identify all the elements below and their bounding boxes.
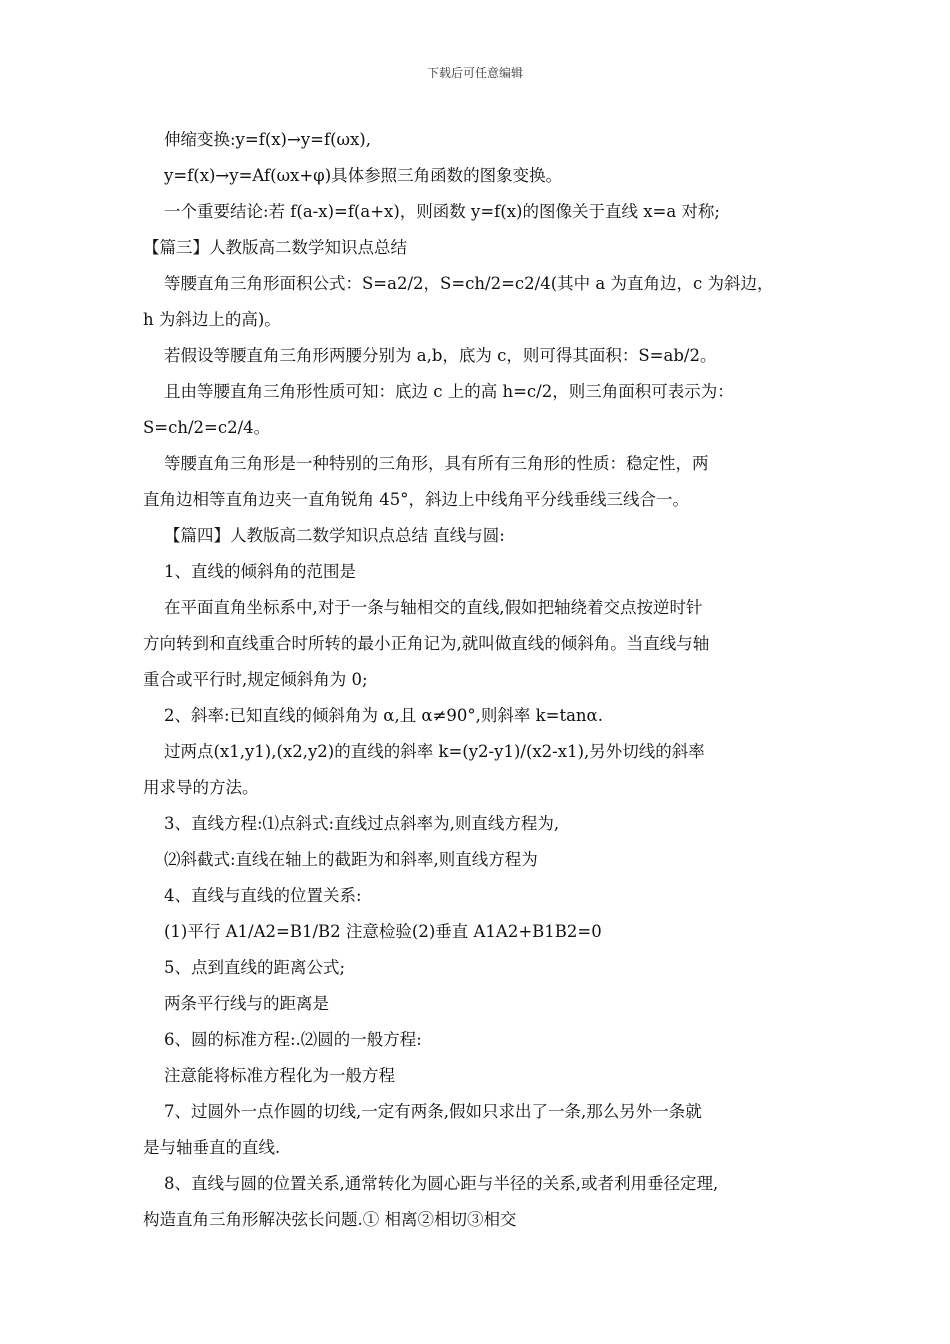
text-line: 【篇四】人教版高二数学知识点总结 直线与圆:	[164, 526, 505, 545]
text-line: 2、斜率:已知直线的倾斜角为 α,且 α≠90°,则斜率 k=tanα.	[164, 706, 603, 725]
text-line: 用求导的方法。	[143, 778, 259, 797]
text-line: h 为斜边上的高)。	[143, 310, 281, 329]
text-line: 等腰直角三角形是一种特别的三角形，具有所有三角形的性质：稳定性，两	[164, 454, 709, 473]
text-line: (1)平行 A1/A2=B1/B2 注意检验(2)垂直 A1A2+B1B2=0	[164, 922, 602, 941]
text-line: 注意能将标准方程化为一般方程	[164, 1066, 395, 1085]
text-line: 7、过圆外一点作圆的切线,一定有两条,假如只求出了一条,那么另外一条就	[164, 1102, 702, 1121]
text-line: 若假设等腰直角三角形两腰分别为 a,b，底为 c，则可得其面积：S=ab/2。	[164, 346, 717, 365]
text-line: S=ch/2=c2/4。	[143, 418, 271, 437]
text-line: 8、直线与圆的位置关系,通常转化为圆心距与半径的关系,或者利用垂径定理,	[164, 1174, 719, 1193]
page-header: 下载后可任意编辑	[426, 66, 523, 80]
text-line: 3、直线方程:⑴点斜式:直线过点斜率为,则直线方程为,	[164, 814, 560, 833]
text-line: 是与轴垂直的直线.	[143, 1138, 281, 1157]
text-line: 5、点到直线的距离公式;	[164, 958, 346, 977]
text-line: y=f(x)→y=Af(ωx+φ)具体参照三角函数的图象变换。	[164, 166, 563, 185]
text-line: 1、直线的倾斜角的范围是	[164, 562, 356, 581]
text-line: 6、圆的标准方程:.⑵圆的一般方程:	[164, 1030, 422, 1049]
text-line: 方向转到和直线重合时所转的最小正角记为,就叫做直线的倾斜角。当直线与轴	[143, 634, 710, 653]
text-line: 直角边相等直角边夹一直角锐角 45°，斜边上中线角平分线垂线三线合一。	[143, 490, 689, 509]
text-line: ⑵斜截式:直线在轴上的截距为和斜率,则直线方程为	[164, 850, 538, 869]
text-line: 4、直线与直线的位置关系:	[164, 886, 362, 905]
document-body	[143, 122, 813, 1238]
text-line: 重合或平行时,规定倾斜角为 0;	[143, 670, 368, 689]
text-line: 等腰直角三角形面积公式：S=a2/2，S=ch/2=c2/4(其中 a 为直角边，c 为斜边，	[164, 274, 774, 293]
text-line: 过两点(x1,y1),(x2,y2)的直线的斜率 k=(y2-y1)/(x2-x1),另外切线的斜率	[164, 742, 705, 761]
text-line: 一个重要结论:若 f(a-x)=f(a+x)，则函数 y=f(x)的图像关于直线 x=a 对称;	[164, 202, 720, 221]
text-line: 在平面直角坐标系中,对于一条与轴相交的直线,假如把轴绕着交点按逆时针	[164, 598, 703, 617]
text-line: 且由等腰直角三角形性质可知：底边 c 上的高 h=c/2，则三角面积可表示为：	[164, 382, 734, 401]
text-line: 【篇三】人教版高二数学知识点总结	[143, 238, 407, 257]
text-line: 构造直角三角形解决弦长问题.① 相离②相切③相交	[143, 1210, 517, 1229]
text-line: 两条平行线与的距离是	[164, 994, 329, 1013]
text-line: 伸缩变换:y=f(x)→y=f(ωx),	[164, 130, 371, 149]
